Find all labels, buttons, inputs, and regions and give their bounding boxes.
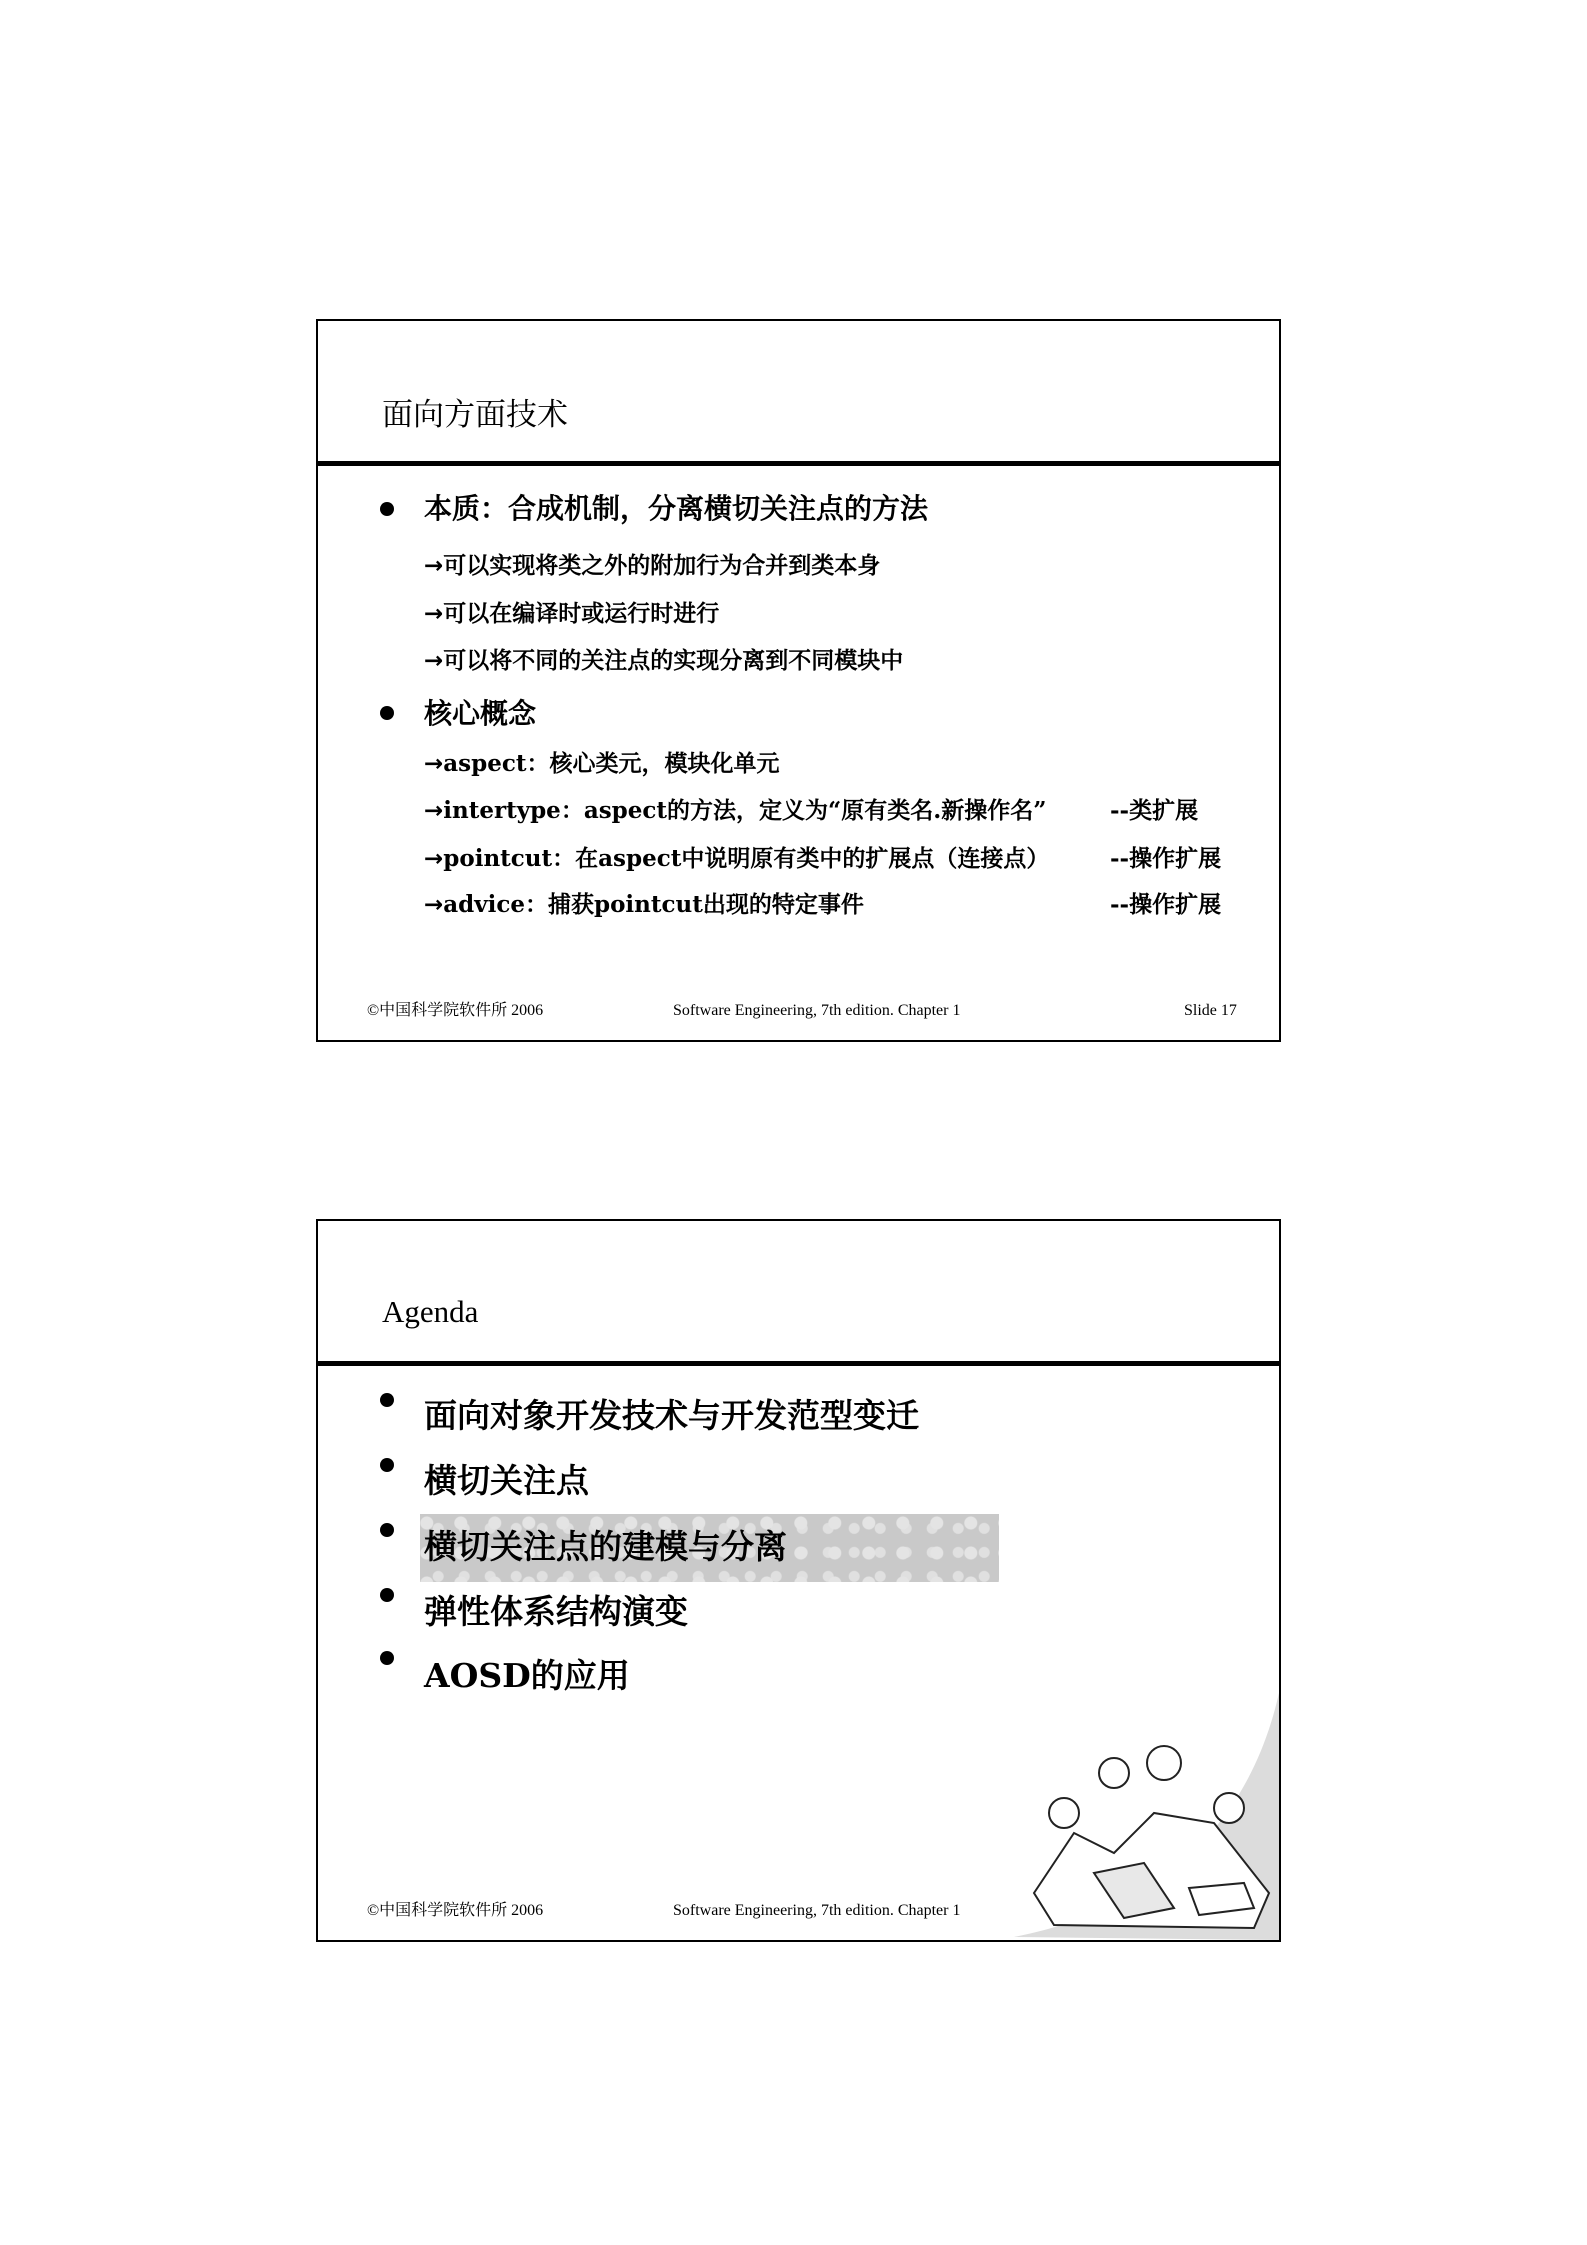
arrow-icon: → [424, 892, 444, 918]
sub-item [424, 891, 864, 919]
arrow-icon: → [424, 601, 444, 627]
agenda-item: 弹性体系结构演变 [424, 1592, 688, 1631]
bullet-dot [380, 1588, 394, 1602]
bullet-dot [380, 706, 394, 720]
sub-item [424, 647, 903, 675]
footer-course: Software Engineering, 7th edition. Chapter 1 [673, 1902, 961, 1919]
arrow-icon: → [424, 648, 444, 674]
sub-item [424, 750, 779, 778]
sub-text: aspect：核心类元，模块化单元 [443, 750, 780, 777]
arrow-icon: → [424, 798, 444, 824]
footer-slide-number: Slide 17 [1184, 1002, 1237, 1019]
sub-item [424, 845, 1049, 873]
agenda-item: 横切关注点 [424, 1461, 589, 1500]
bullet-dot [380, 1651, 394, 1665]
bullet-dot [380, 502, 394, 516]
sub-tag: --操作扩展 [1110, 845, 1222, 872]
sub-text: 可以在编译时或运行时进行 [443, 600, 720, 627]
arrow-icon: → [424, 553, 444, 579]
agenda-item-current: 横切关注点的建模与分离 [424, 1527, 787, 1566]
sub-text: intertype：aspect的方法，定义为“原有类名.新操作名” [443, 797, 1047, 824]
sub-item [424, 600, 719, 628]
sub-item [424, 797, 1046, 825]
bullet-text: 本质：合成机制，分离横切关注点的方法 [424, 492, 929, 525]
sub-text: 可以将不同的关注点的实现分离到不同模块中 [443, 647, 904, 674]
sub-item [424, 552, 880, 580]
team-illustration [1014, 1693, 1279, 1940]
arrow-icon: → [424, 846, 444, 872]
title-rule [318, 461, 1279, 466]
sub-tag: --类扩展 [1110, 797, 1199, 824]
sub-tag: --操作扩展 [1110, 891, 1222, 918]
title-rule [318, 1361, 1279, 1366]
sub-text: pointcut：在aspect中说明原有类中的扩展点（连接点） [443, 845, 1050, 872]
footer-copyright: ©中国科学院软件所 2006 [367, 1902, 544, 1919]
bullet-dot [380, 1458, 394, 1472]
slide-title: Agenda [382, 1294, 479, 1329]
footer-course: Software Engineering, 7th edition. Chapter 1 [673, 1002, 961, 1019]
slide-agenda [316, 1219, 1281, 1942]
slide-17 [316, 319, 1281, 1042]
sub-text: advice：捕获pointcut出现的特定事件 [443, 891, 864, 918]
bullet-dot [380, 1393, 394, 1407]
bullet-text: 核心概念 [424, 697, 537, 730]
slide-title: 面向方面技术 [382, 397, 568, 433]
agenda-item: 面向对象开发技术与开发范型变迁 [424, 1396, 919, 1435]
footer-copyright: ©中国科学院软件所 2006 [367, 1002, 544, 1019]
sub-text: 可以实现将类之外的附加行为合并到类本身 [443, 552, 881, 579]
arrow-icon: → [424, 751, 444, 777]
agenda-item: AOSD的应用 [424, 1656, 630, 1695]
bullet-dot [380, 1523, 394, 1537]
